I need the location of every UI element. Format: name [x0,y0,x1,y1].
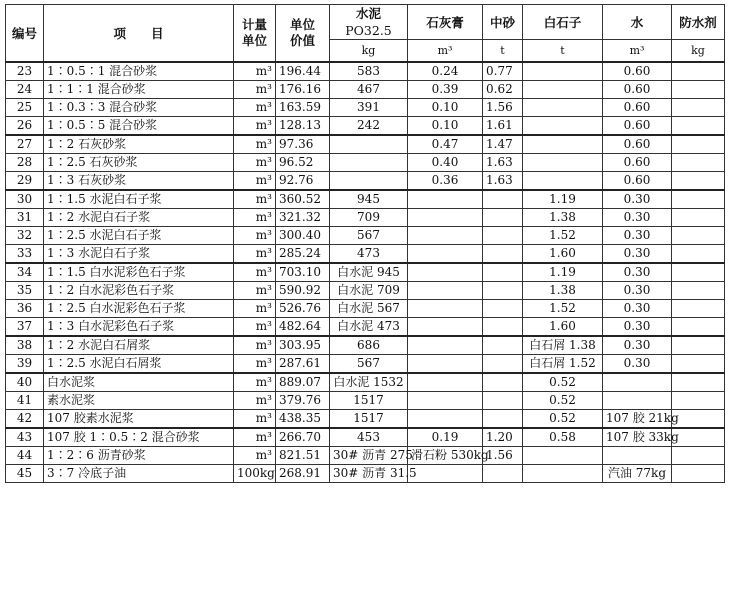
table-row [6,209,725,227]
cell-id: 24 [6,81,44,99]
cell-cement: 1517 [330,392,408,410]
cell-waterproof [672,318,725,337]
cell-sand: 1.56 [483,447,523,465]
table-row [6,245,725,264]
unit-cement: kg [330,40,408,63]
cell-stone: 白石屑 1.38 [523,336,603,355]
cell-item-name: 1∶2 水泥白石子浆 [44,209,234,227]
unit-sand: t [483,40,523,63]
cell-sand: 1.61 [483,117,523,136]
cell-unit: m³ [234,154,276,172]
cell-price: 590.92 [276,282,330,300]
cell-item-name: 1∶2∶6 沥青砂浆 [44,447,234,465]
cell-price: 176.16 [276,81,330,99]
cell-water: 0.60 [603,135,672,154]
cell-cement: 白水泥 473 [330,318,408,337]
cell-price: 97.36 [276,135,330,154]
cell-sand [483,355,523,374]
cell-unit: m³ [234,135,276,154]
cell-item-name: 1∶1∶1 混合砂浆 [44,81,234,99]
cell-unit: m³ [234,172,276,191]
table-row [6,135,725,154]
cell-stone: 1.52 [523,227,603,245]
cell-id: 29 [6,172,44,191]
cell-item-name: 白水泥浆 [44,373,234,392]
cell-unit: m³ [234,190,276,209]
cell-water: 107 胶 33kg [603,428,672,447]
cell-lime [408,355,483,374]
cell-cement: 709 [330,209,408,227]
table-row [6,62,725,81]
cell-lime [408,318,483,337]
cell-cement: 白水泥 709 [330,282,408,300]
cell-water: 0.30 [603,282,672,300]
cell-cement: 30# 沥青 31.5 [330,465,408,483]
cell-cement: 30# 沥青 275 [330,447,408,465]
cell-water: 0.60 [603,81,672,99]
header-lime: 石灰膏 [408,5,483,40]
cell-cement: 567 [330,227,408,245]
cell-waterproof [672,465,725,483]
cell-stone [523,62,603,81]
cell-unit: m³ [234,428,276,447]
cell-price: 300.40 [276,227,330,245]
cell-cement: 242 [330,117,408,136]
cell-waterproof [672,62,725,81]
cell-price: 163.59 [276,99,330,117]
cell-lime: 0.40 [408,154,483,172]
cell-water [603,447,672,465]
cell-price: 287.61 [276,355,330,374]
table-row [6,190,725,209]
header-water: 水 [603,5,672,40]
cell-sand: 1.63 [483,172,523,191]
cell-lime: 0.24 [408,62,483,81]
cell-lime [408,300,483,318]
cell-stone: 1.60 [523,245,603,264]
cell-id: 25 [6,99,44,117]
cell-unit: m³ [234,81,276,99]
cell-water: 0.30 [603,227,672,245]
cell-cement: 453 [330,428,408,447]
cell-stone: 0.52 [523,373,603,392]
cell-sand: 1.47 [483,135,523,154]
cell-water: 0.30 [603,190,672,209]
unit-waterproof: kg [672,40,725,63]
cell-item-name: 1∶0.5∶1 混合砂浆 [44,62,234,81]
cell-item-name: 1∶2.5 石灰砂浆 [44,154,234,172]
cell-lime [408,392,483,410]
cell-unit: m³ [234,227,276,245]
cell-unit: m³ [234,245,276,264]
header-cement-grade: PO32.5 [345,23,392,38]
cell-sand [483,318,523,337]
cell-cement: 391 [330,99,408,117]
cell-water: 0.30 [603,318,672,337]
cell-unit: m³ [234,336,276,355]
cell-waterproof [672,81,725,99]
cell-id: 37 [6,318,44,337]
cell-price: 482.64 [276,318,330,337]
cell-stone: 1.38 [523,209,603,227]
cell-waterproof [672,373,725,392]
cell-sand [483,300,523,318]
cell-cement: 467 [330,81,408,99]
cell-cement [330,154,408,172]
cell-lime [408,373,483,392]
table-row [6,447,725,465]
cell-cement [330,135,408,154]
cell-id: 41 [6,392,44,410]
cell-id: 26 [6,117,44,136]
cell-price: 96.52 [276,154,330,172]
cell-price: 266.70 [276,428,330,447]
cell-id: 40 [6,373,44,392]
cell-item-name: 1∶2 石灰砂浆 [44,135,234,154]
cell-unit: m³ [234,318,276,337]
cell-cement: 白水泥 567 [330,300,408,318]
table-row [6,227,725,245]
cell-sand: 1.56 [483,99,523,117]
cell-stone: 0.58 [523,428,603,447]
cell-water: 0.30 [603,300,672,318]
cell-waterproof [672,410,725,429]
cell-lime: 滑石粉 530kg [408,447,483,465]
cell-price: 703.10 [276,263,330,282]
cell-cement: 1517 [330,410,408,429]
cell-water: 0.60 [603,117,672,136]
cell-item-name: 1∶2 水泥白石屑浆 [44,336,234,355]
cell-lime [408,245,483,264]
cell-id: 23 [6,62,44,81]
cell-sand: 0.62 [483,81,523,99]
cell-lime: 0.39 [408,81,483,99]
cell-item-name: 107 胶 1∶0.5∶2 混合砂浆 [44,428,234,447]
cell-id: 28 [6,154,44,172]
cell-price: 285.24 [276,245,330,264]
table-row [6,336,725,355]
cell-item-name: 3∶7 冷底子油 [44,465,234,483]
cell-stone: 0.52 [523,392,603,410]
cell-id: 35 [6,282,44,300]
cell-item-name: 1∶1.5 水泥白石子浆 [44,190,234,209]
cell-price: 379.76 [276,392,330,410]
cell-water: 0.60 [603,154,672,172]
cell-item-name: 1∶2.5 水泥白石屑浆 [44,355,234,374]
cell-id: 33 [6,245,44,264]
cell-waterproof [672,117,725,136]
cell-lime [408,410,483,429]
cell-lime [408,190,483,209]
cell-stone [523,81,603,99]
cell-stone [523,135,603,154]
cell-waterproof [672,172,725,191]
cell-unit: m³ [234,99,276,117]
cell-stone [523,465,603,483]
cell-id: 32 [6,227,44,245]
cell-item-name: 1∶2 白水泥彩色石子浆 [44,282,234,300]
cell-price: 321.32 [276,209,330,227]
cell-water: 汽油 77kg [603,465,672,483]
cell-id: 39 [6,355,44,374]
cell-price: 889.07 [276,373,330,392]
cell-stone: 白石屑 1.52 [523,355,603,374]
unit-lime: m³ [408,40,483,63]
table-row [6,263,725,282]
cell-unit: m³ [234,447,276,465]
cell-unit: m³ [234,62,276,81]
header-id: 编号 [6,5,44,63]
header-sand: 中砂 [483,5,523,40]
unit-stone: t [523,40,603,63]
cell-cement: 686 [330,336,408,355]
cell-water: 107 胶 21kg [603,410,672,429]
cell-stone [523,447,603,465]
cell-unit: m³ [234,355,276,374]
cell-item-name: 1∶3 白水泥彩色石子浆 [44,318,234,337]
cell-waterproof [672,227,725,245]
cell-sand [483,373,523,392]
cell-unit: m³ [234,209,276,227]
cell-cement: 583 [330,62,408,81]
cell-id: 38 [6,336,44,355]
cell-item-name: 素水泥浆 [44,392,234,410]
cell-waterproof [672,263,725,282]
cell-price: 821.51 [276,447,330,465]
cell-lime: 0.47 [408,135,483,154]
cell-item-name: 1∶2.5 水泥白石子浆 [44,227,234,245]
cell-price: 196.44 [276,62,330,81]
cell-sand [483,209,523,227]
cell-sand [483,282,523,300]
cell-waterproof [672,209,725,227]
cell-stone: 1.19 [523,263,603,282]
cell-stone: 1.60 [523,318,603,337]
header-waterproof: 防水剂 [672,5,725,40]
cell-cement: 473 [330,245,408,264]
cell-waterproof [672,282,725,300]
cell-id: 42 [6,410,44,429]
cell-unit: m³ [234,117,276,136]
cell-waterproof [672,99,725,117]
cell-waterproof [672,428,725,447]
cell-water: 0.30 [603,355,672,374]
cell-sand [483,190,523,209]
cell-sand [483,392,523,410]
cell-lime: 0.19 [408,428,483,447]
cell-price: 526.76 [276,300,330,318]
table-row [6,410,725,429]
cell-id: 45 [6,465,44,483]
cell-lime [408,209,483,227]
table-row [6,117,725,136]
cell-sand [483,263,523,282]
cell-water: 0.30 [603,263,672,282]
cell-water: 0.60 [603,62,672,81]
cell-waterproof [672,355,725,374]
cell-lime [408,465,483,483]
cell-id: 34 [6,263,44,282]
cell-waterproof [672,245,725,264]
table-row [6,355,725,374]
cell-water: 0.30 [603,209,672,227]
cell-lime [408,336,483,355]
cell-lime [408,227,483,245]
cell-water [603,392,672,410]
cell-lime [408,282,483,300]
cell-unit: m³ [234,373,276,392]
cell-sand: 1.20 [483,428,523,447]
cell-cement [330,172,408,191]
header-price [276,5,330,63]
cell-stone: 1.19 [523,190,603,209]
cell-item-name: 1∶1.5 白水泥彩色石子浆 [44,263,234,282]
cell-id: 30 [6,190,44,209]
cell-lime [408,263,483,282]
cell-price: 438.35 [276,410,330,429]
cell-sand [483,465,523,483]
cell-cement: 567 [330,355,408,374]
cell-item-name: 1∶2.5 白水泥彩色石子浆 [44,300,234,318]
cell-price: 303.95 [276,336,330,355]
cell-lime: 0.10 [408,117,483,136]
cell-item-name: 1∶3 水泥白石子浆 [44,245,234,264]
table-row [6,300,725,318]
cell-stone [523,172,603,191]
mortar-mix-rows [6,62,725,483]
table-row [6,99,725,117]
cell-sand: 0.77 [483,62,523,81]
table-row [6,154,725,172]
cell-stone [523,117,603,136]
cell-water: 0.60 [603,172,672,191]
table-row [6,428,725,447]
cell-price: 92.76 [276,172,330,191]
cell-water: 0.30 [603,245,672,264]
cell-waterproof [672,190,725,209]
cell-lime: 0.36 [408,172,483,191]
header-stone: 白石子 [523,5,603,40]
cell-cement: 白水泥 1532 [330,373,408,392]
cell-unit: m³ [234,300,276,318]
cell-unit: m³ [234,263,276,282]
cell-waterproof [672,135,725,154]
cell-unit: m³ [234,282,276,300]
cell-sand [483,227,523,245]
cell-id: 44 [6,447,44,465]
cell-waterproof [672,154,725,172]
header-cement-label: 水泥 [355,6,381,21]
table-row [6,172,725,191]
cell-waterproof [672,447,725,465]
cell-price: 268.91 [276,465,330,483]
cell-water: 0.30 [603,336,672,355]
cell-id: 36 [6,300,44,318]
cell-unit: 100kg [234,465,276,483]
cell-stone: 0.52 [523,410,603,429]
table-row [6,318,725,337]
table-row [6,373,725,392]
cell-item-name: 1∶0.3∶3 混合砂浆 [44,99,234,117]
cell-stone [523,99,603,117]
table-row [6,465,725,483]
table-row [6,81,725,99]
cell-item-name: 1∶0.5∶5 混合砂浆 [44,117,234,136]
header-item: 项 目 [44,5,234,63]
mortar-mix-table [5,4,725,483]
cell-sand [483,336,523,355]
header-price-label: 单位价值 [289,17,315,48]
cell-cement: 945 [330,190,408,209]
cell-water: 0.60 [603,99,672,117]
cell-sand [483,245,523,264]
cell-unit: m³ [234,392,276,410]
cell-waterproof [672,392,725,410]
cell-cement: 白水泥 945 [330,263,408,282]
cell-item-name: 107 胶素水泥浆 [44,410,234,429]
cell-price: 360.52 [276,190,330,209]
cell-price: 128.13 [276,117,330,136]
header-cement [330,5,408,40]
cell-sand: 1.63 [483,154,523,172]
table-row [6,282,725,300]
cell-unit: m³ [234,410,276,429]
cell-waterproof [672,336,725,355]
cell-id: 43 [6,428,44,447]
table-row [6,392,725,410]
header-unit-label: 计量单位 [241,17,267,48]
cell-stone [523,154,603,172]
cell-sand [483,410,523,429]
cell-item-name: 1∶3 石灰砂浆 [44,172,234,191]
cell-water [603,373,672,392]
cell-stone: 1.38 [523,282,603,300]
header-unit [234,5,276,63]
cell-id: 27 [6,135,44,154]
cell-stone: 1.52 [523,300,603,318]
unit-water: m³ [603,40,672,63]
cell-waterproof [672,300,725,318]
cell-id: 31 [6,209,44,227]
cell-lime: 0.10 [408,99,483,117]
